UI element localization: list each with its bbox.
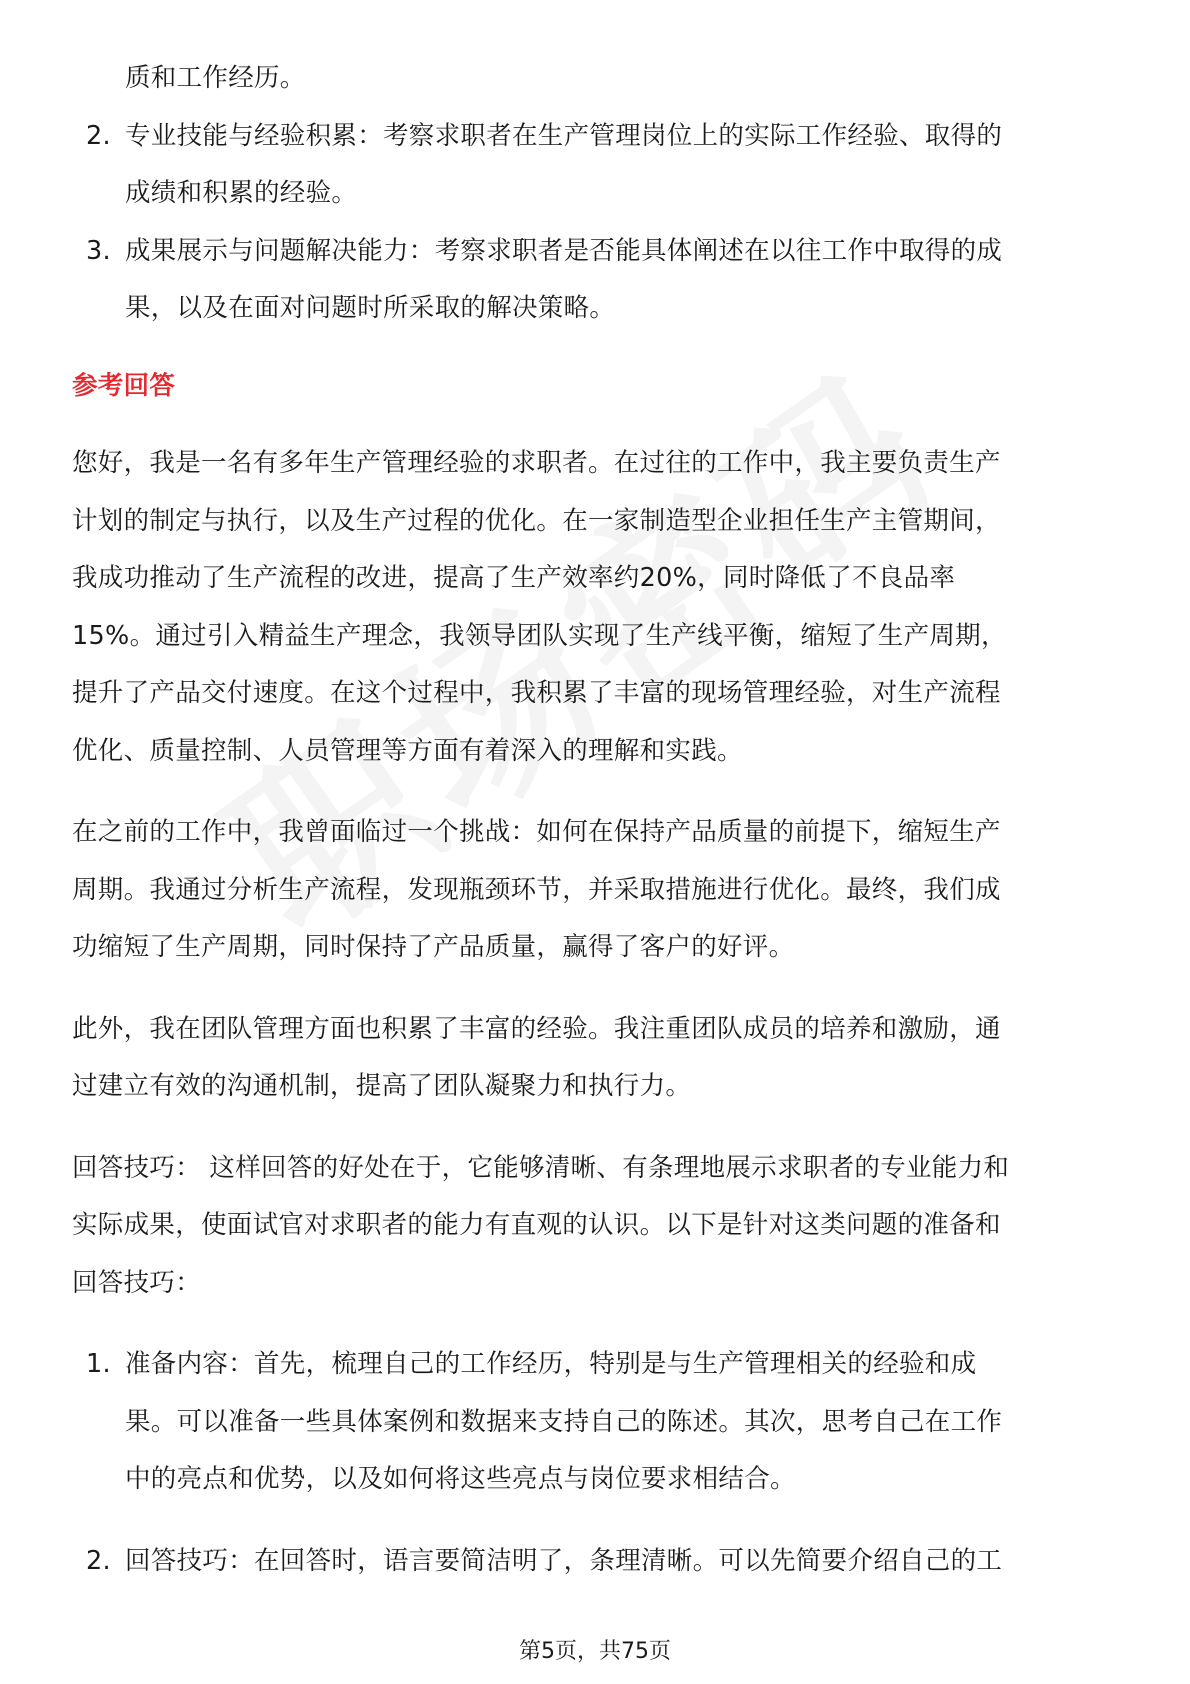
paragraph-line: 您好，我是一名有多年生产管理经验的求职者。在过往的工作中，我主要负责生产 [72, 448, 1001, 478]
paragraph-line: 提升了产品交付速度。在这个过程中，我积累了丰富的现场管理经验，对生产流程 [72, 678, 1001, 708]
paragraph [72, 804, 1120, 977]
list-item-continuation: 质和工作经历。 [125, 63, 306, 93]
list-item-text: 专业技能与经验积累：考察求职者在生产管理岗位上的实际工作经验、取得的 [125, 120, 1003, 151]
paragraph-line: 优化、质量控制、人员管理等方面有着深入的理解和实践。 [72, 735, 743, 766]
list-item-text: 回答技巧：在回答时，语言要简洁明了，条理清晰。可以先简要介绍自己的工 [125, 1545, 1003, 1576]
paragraph-line: 计划的制定与执行，以及生产过程的优化。在一家制造型企业担任生产主管期间， [72, 505, 1001, 536]
list-item [72, 223, 1120, 338]
paragraph [72, 435, 1120, 780]
paragraph-line: 功缩短了生产周期，同时保持了产品质量，赢得了客户的好评。 [72, 932, 795, 962]
page-content [72, 50, 1120, 1590]
list-number: 2. [86, 1545, 111, 1576]
paragraph-line: 在之前的工作中，我曾面临过一个挑战：如何在保持产品质量的前提下，缩短生产 [72, 817, 1001, 847]
list-number: 3. [86, 235, 111, 266]
paragraph-line: 我成功推动了生产流程的改进，提高了生产效率约20%，同时降低了不良品率 [72, 563, 956, 593]
paragraph [72, 1140, 1120, 1313]
list-item [72, 108, 1120, 223]
section-heading: 参考回答 [72, 370, 176, 401]
list-number: 2. [86, 120, 111, 151]
paragraph-line: 回答技巧： [72, 1267, 202, 1298]
list-item-text: 果。可以准备一些具体案例和数据来支持自己的陈述。其次，思考自己在工作 [125, 1406, 1003, 1437]
paragraph-line: 实际成果，使面试官对求职者的能力有直观的认识。以下是针对这类问题的准备和 [72, 1210, 1001, 1240]
list-item-text: 准备内容：首先，梳理自己的工作经历，特别是与生产管理相关的经验和成 [125, 1349, 977, 1379]
paragraph-line: 15%。通过引入精益生产理念，我领导团队实现了生产线平衡，缩短了生产周期， [72, 620, 1007, 651]
paragraph-line: 周期。我通过分析生产流程，发现瓶颈环节，并采取措施进行优化。最终，我们成 [72, 874, 1001, 905]
page-footer: 第5页，共75页 [519, 1639, 671, 1664]
list-item [72, 1336, 1120, 1509]
paragraph-line: 回答技巧： 这样回答的好处在于，它能够清晰、有条理地展示求职者的专业能力和 [72, 1152, 1010, 1183]
list-item-text: 中的亮点和优势，以及如何将这些亮点与岗位要求相结合。 [125, 1464, 796, 1494]
paragraph [72, 1001, 1120, 1116]
list-item-text: 成绩和积累的经验。 [125, 178, 358, 208]
list-item-text: 成果展示与问题解决能力：考察求职者是否能具体阐述在以往工作中取得的成 [125, 235, 1003, 266]
list-item-text: 果，以及在面对问题时所采取的解决策略。 [125, 293, 616, 323]
paragraph-line: 过建立有效的沟通机制，提高了团队凝聚力和执行力。 [72, 1071, 692, 1101]
list-item [72, 1533, 1120, 1591]
list-number: 1. [86, 1349, 111, 1379]
paragraph-line: 此外，我在团队管理方面也积累了丰富的经验。我注重团队成员的培养和激励，通 [72, 1013, 1001, 1044]
